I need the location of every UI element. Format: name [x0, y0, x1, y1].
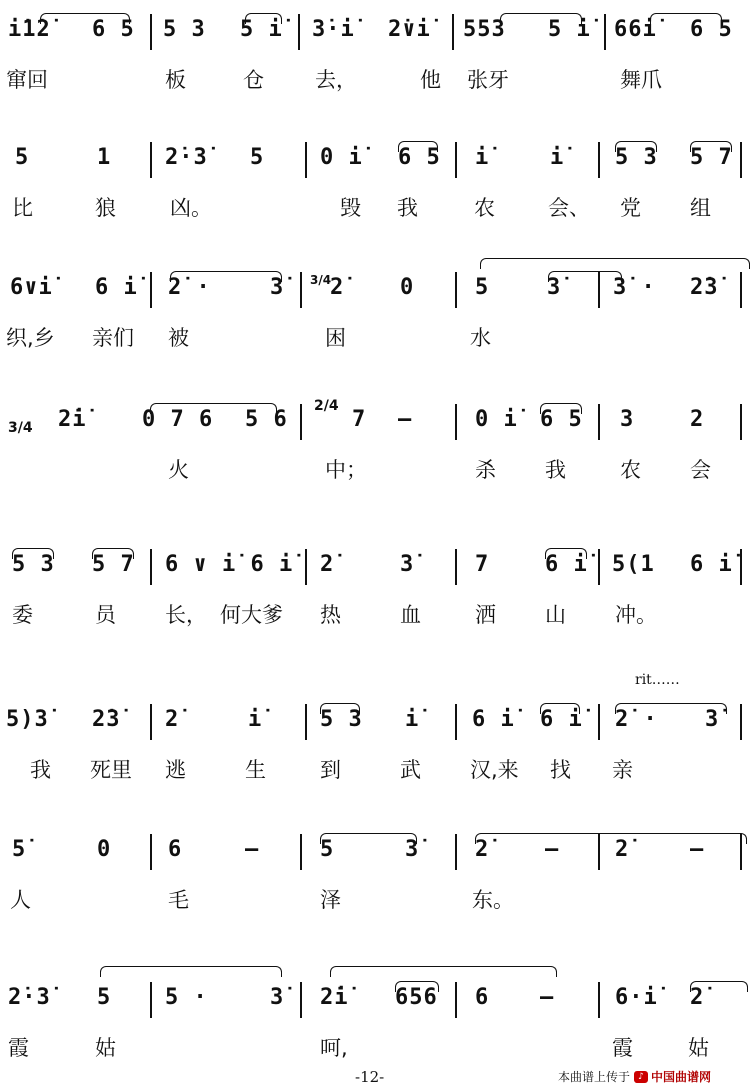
- lyric: 冲。: [615, 603, 657, 627]
- note: 6 i̇: [472, 707, 515, 732]
- page-number: -12-: [355, 1068, 385, 1086]
- notes-line-5: [0, 545, 750, 585]
- notes-line-6: [0, 700, 750, 740]
- lyric: 水: [470, 326, 491, 350]
- lyric: 舞爪: [620, 68, 662, 92]
- lyrics-line-8: [0, 1028, 750, 1068]
- lyric: 他: [420, 68, 441, 92]
- note: 5: [475, 275, 490, 300]
- lyric: 困: [325, 326, 346, 350]
- note: 3̇: [705, 707, 720, 732]
- barline: [455, 704, 457, 740]
- lyric: 长，: [165, 603, 207, 627]
- notes-line-8: [0, 978, 750, 1018]
- note: 5 3: [12, 552, 55, 577]
- note: i̇: [550, 145, 565, 170]
- barline: [740, 704, 742, 740]
- lyric: 霞: [8, 1036, 29, 1060]
- lyric: 毛: [168, 888, 189, 912]
- lyric: 亲们: [92, 326, 134, 350]
- lyric: 张牙: [467, 68, 509, 92]
- note: 5 3: [615, 145, 658, 170]
- lyric: 会、: [548, 196, 590, 220]
- lyric: 我: [397, 196, 418, 220]
- slur: [615, 703, 727, 714]
- lyric: 逃: [165, 758, 186, 782]
- site-logo[interactable]: [634, 1068, 711, 1085]
- lyric: 去，: [315, 68, 357, 92]
- slur: [320, 703, 360, 714]
- note: 2̇∨i̇: [388, 17, 431, 42]
- lyric: 死里: [90, 758, 132, 782]
- note: 5: [250, 145, 265, 170]
- slur: [480, 258, 750, 269]
- note: —: [245, 837, 260, 862]
- note: 6 5: [540, 407, 583, 432]
- barline: [298, 14, 300, 50]
- note: 6 5: [690, 17, 733, 42]
- note: 2̇: [475, 837, 490, 862]
- lyric: 洒: [475, 603, 496, 627]
- note: i̇: [248, 707, 263, 732]
- barline: [300, 982, 302, 1018]
- barline: [300, 834, 302, 870]
- note: 2: [690, 407, 705, 432]
- score-system-4: [0, 400, 750, 510]
- note: 2̇: [690, 985, 705, 1010]
- lyric: 汉,来: [470, 758, 519, 782]
- note: 6 5: [92, 17, 135, 42]
- note: 5 7: [690, 145, 733, 170]
- score-system-1: [0, 10, 750, 120]
- slur: [40, 13, 130, 24]
- note: 2̇ ·: [615, 707, 658, 732]
- note: 5 3: [320, 707, 363, 732]
- lyric: 泽: [320, 888, 341, 912]
- barline: [150, 704, 152, 740]
- slur: [615, 141, 657, 152]
- lyric: 员: [95, 603, 116, 627]
- barline: [300, 272, 302, 308]
- lyric: 到: [320, 758, 341, 782]
- score-system-5: [0, 545, 750, 655]
- note: 0 i̇: [320, 145, 363, 170]
- lyric: 姑: [95, 1036, 116, 1060]
- barline: [455, 549, 457, 585]
- lyrics-line-5: [0, 595, 750, 635]
- slur: [398, 141, 438, 152]
- barline: [300, 404, 302, 440]
- lyric: 仓: [243, 68, 264, 92]
- slur: [12, 548, 54, 559]
- notes-line-3: [0, 268, 750, 308]
- lyric: 我: [545, 458, 566, 482]
- lyric: 武: [400, 758, 421, 782]
- slur: [540, 703, 580, 714]
- note: 3̇: [547, 275, 562, 300]
- note: 5 6: [245, 407, 288, 432]
- note: —: [545, 837, 560, 862]
- barline: [455, 272, 457, 308]
- note: 5̇: [12, 837, 27, 862]
- barline: [150, 549, 152, 585]
- note: 553: [463, 17, 506, 42]
- lyric: 霞: [612, 1036, 633, 1060]
- note: 3: [620, 407, 635, 432]
- lyric: 我: [30, 758, 51, 782]
- barline: [598, 704, 600, 740]
- note: 2̇i̇: [320, 985, 349, 1010]
- score-system-7: [0, 830, 750, 940]
- barline: [305, 549, 307, 585]
- score-system-6: [0, 672, 750, 810]
- note: 2̇: [165, 707, 180, 732]
- note: —: [690, 837, 705, 862]
- note: i̇: [475, 145, 490, 170]
- note: 5 3: [163, 17, 206, 42]
- slur: [92, 548, 134, 559]
- barline: [598, 982, 600, 1018]
- lyric: 被: [168, 326, 189, 350]
- lyric: 火: [168, 458, 189, 482]
- barline: [455, 834, 457, 870]
- note: 3̇: [400, 552, 415, 577]
- barline: [604, 14, 606, 50]
- barline: [305, 142, 307, 178]
- note: 6 i̇: [95, 275, 138, 300]
- lyric: 板: [165, 68, 186, 92]
- barline: [598, 142, 600, 178]
- note: 2̇i̇: [58, 407, 87, 432]
- barline: [455, 404, 457, 440]
- slur: [475, 833, 747, 844]
- lyrics-line-2: [0, 188, 750, 228]
- barline: [150, 14, 152, 50]
- slur: [245, 13, 282, 24]
- slur: [690, 981, 748, 992]
- lyric: 狼: [95, 196, 116, 220]
- notes-line-1: [0, 10, 750, 50]
- note: 6·i̇: [615, 985, 658, 1010]
- lyric: 杀: [475, 458, 496, 482]
- note: 7: [352, 407, 367, 432]
- slur: [690, 141, 732, 152]
- score-system-2: [0, 138, 750, 248]
- lyric: 窜回: [6, 68, 48, 92]
- barline: [740, 272, 742, 308]
- note: —: [398, 407, 413, 432]
- note: —: [540, 985, 555, 1010]
- barline: [150, 142, 152, 178]
- note: 3̇: [405, 837, 420, 862]
- notes-line-2: [0, 138, 750, 178]
- slur: [330, 966, 557, 977]
- barline: [150, 272, 152, 308]
- note: 656: [395, 985, 438, 1010]
- barline: [598, 404, 600, 440]
- barline: [740, 404, 742, 440]
- slur: [540, 403, 582, 414]
- lyric: 何大爹: [220, 603, 283, 627]
- note: 2̇·3̇: [8, 985, 51, 1010]
- note: 66i̇: [614, 17, 657, 42]
- note: 0 7 6: [142, 407, 214, 432]
- barline: [455, 142, 457, 178]
- lyric: 山: [545, 603, 566, 627]
- barline: [452, 14, 454, 50]
- lyric: 人: [10, 888, 31, 912]
- barline: [305, 704, 307, 740]
- ritardando-mark: rit……: [635, 672, 680, 688]
- lyric: 东。: [472, 888, 514, 912]
- slur: [320, 833, 417, 844]
- lyric: 呵,: [320, 1036, 348, 1060]
- score-system-3: [0, 268, 750, 378]
- lyric: 委: [12, 603, 33, 627]
- lyric: 找: [550, 758, 571, 782]
- note: 5 i̇: [240, 17, 283, 42]
- notes-line-7: [0, 830, 750, 870]
- note: 5: [320, 837, 335, 862]
- lyrics-line-3: [0, 318, 750, 358]
- note: 0: [400, 275, 415, 300]
- lyric: 比: [12, 196, 33, 220]
- lyrics-line-6: [0, 750, 750, 790]
- note: 3̇·i̇: [312, 17, 355, 42]
- barline: [150, 982, 152, 1018]
- slur: [548, 271, 622, 282]
- site-name: 中国曲谱网: [651, 1070, 712, 1084]
- note: 2̇ ·: [168, 275, 211, 300]
- note: 5)3̇: [6, 707, 49, 732]
- lyric: 热: [320, 603, 341, 627]
- lyric: 组: [690, 196, 711, 220]
- note: 6 i̇: [540, 707, 583, 732]
- slur: [650, 13, 722, 24]
- time-signature: 3/4: [310, 273, 332, 287]
- note: 5: [15, 145, 30, 170]
- note: 2̇3̇: [690, 275, 719, 300]
- notes-line-4: [0, 400, 750, 440]
- note: 3̇: [270, 985, 285, 1010]
- lyric: 党: [620, 196, 641, 220]
- note: 5 ·: [165, 985, 208, 1010]
- note: 6 i̇: [545, 552, 588, 577]
- lyric: 农: [474, 196, 495, 220]
- lyric: 会: [690, 458, 711, 482]
- note: 0: [97, 837, 112, 862]
- note: 2̇3̇: [92, 707, 121, 732]
- upload-credit: [558, 1068, 711, 1085]
- barline: [150, 834, 152, 870]
- lyrics-line-7: [0, 880, 750, 920]
- note: 5 i̇: [548, 17, 591, 42]
- slur: [545, 548, 587, 559]
- note: i̇1̇2̇: [8, 17, 51, 42]
- lyric: 中；: [325, 458, 367, 482]
- lyric: 织,乡: [6, 326, 55, 350]
- barline: [740, 549, 742, 585]
- note: 6 5: [398, 145, 441, 170]
- lyric: 血: [400, 603, 421, 627]
- lyric: 姑: [688, 1036, 709, 1060]
- lyric: 毁: [340, 196, 361, 220]
- slur: [100, 966, 282, 977]
- note: 6 i̇: [690, 552, 733, 577]
- lyric: 生: [245, 758, 266, 782]
- note: 5 7: [92, 552, 135, 577]
- time-signature: 3/4: [8, 420, 33, 436]
- note: 2̇: [320, 552, 335, 577]
- note: 2̇·3̇: [165, 145, 208, 170]
- note: 0 i̇: [475, 407, 518, 432]
- slur: [500, 13, 582, 24]
- lyrics-line-4: [0, 450, 750, 490]
- lyric: 凶。: [170, 196, 212, 220]
- note: 7: [475, 552, 490, 577]
- note: 3̇: [270, 275, 285, 300]
- credit-text: 本曲谱上传于: [558, 1070, 631, 1084]
- note: 5: [97, 985, 112, 1010]
- lyric: 亲: [612, 758, 633, 782]
- note: i̇: [405, 707, 420, 732]
- note: 1: [97, 145, 112, 170]
- note: 2̇: [330, 275, 345, 300]
- note: 3̇ ·: [613, 275, 656, 300]
- note: 6 ∨ i̇ 6 i̇: [165, 552, 294, 577]
- barline: [598, 549, 600, 585]
- time-signature: 2/4: [314, 398, 339, 414]
- slur: [395, 981, 439, 992]
- note: 6∨i̇: [10, 275, 53, 300]
- lyric: 农: [620, 458, 641, 482]
- barline: [740, 142, 742, 178]
- note: 6: [475, 985, 490, 1010]
- barline: [455, 982, 457, 1018]
- music-note-icon: ♪: [634, 1071, 648, 1083]
- note: 5(1: [612, 552, 655, 577]
- note: 2̇: [615, 837, 630, 862]
- note: 6: [168, 837, 183, 862]
- slur: [170, 271, 282, 282]
- lyrics-line-1: [0, 60, 750, 100]
- slur: [150, 403, 277, 414]
